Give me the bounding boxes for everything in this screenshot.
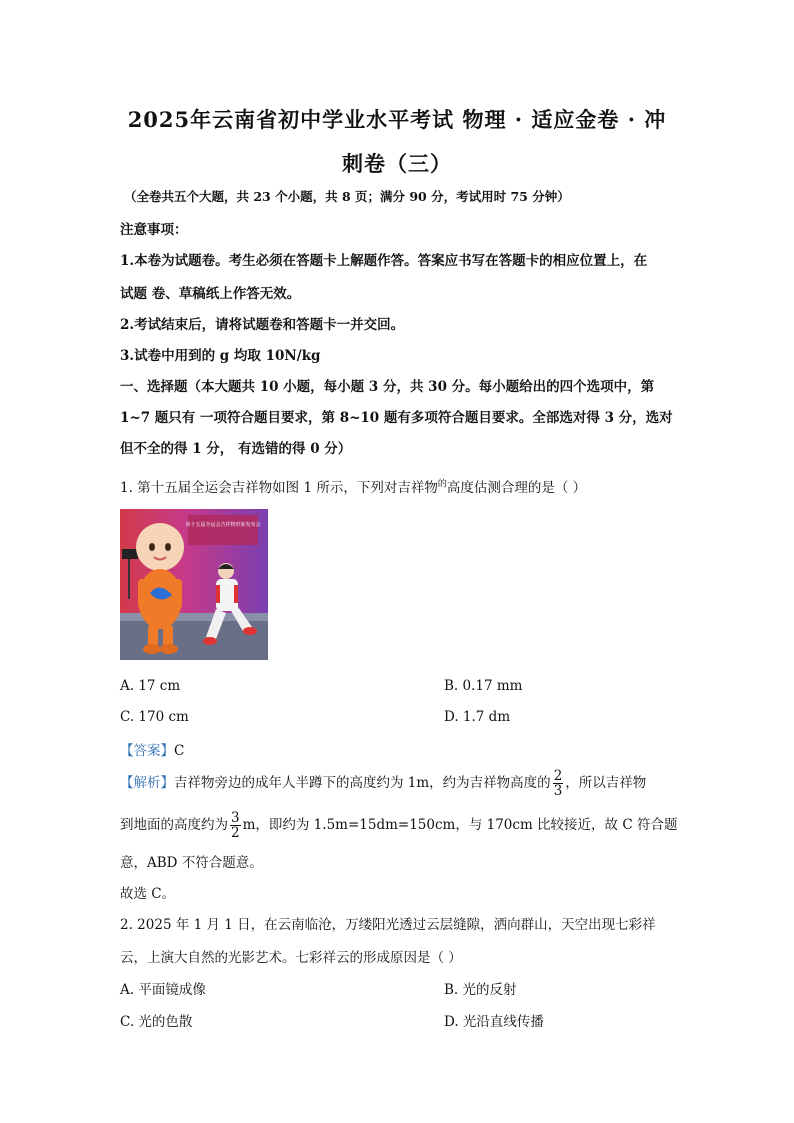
q1-option-b: B. 0.17 mm [444,678,523,694]
q1-option-c: C. 170 cm [120,709,189,725]
answer-tag: 【答案】 [120,743,174,759]
q1-answer [120,739,680,759]
q1-analysis-line-3: 意，ABD 不符合题意。 [120,855,263,871]
note-item-2: 2.考试结束后，请将试题卷和答题卡一并交回。 [120,317,405,333]
note-item-1a: 1.本卷为试题卷。考生必须在答题卡上解题作答。答案应书写在答题卡的相应位置上，在 [120,253,648,269]
analysis-text-a: 吉祥物旁边的成年人半蹲下的高度约为 1m，约为吉祥物高度的 [174,775,551,791]
section-1-line-1: 一、选择题（本大题共 10 小题，每小题 3 分，共 30 分。每小题给出的四个选项中，第 [120,379,655,395]
q1-analysis-line-2 [120,807,680,843]
section-1-line-2: 1~7 题只有 一项符合题目要求，第 8~10 题有多项符合题目要求。全部选对得 3 分，选对 [120,410,673,426]
answer-value: C [174,743,185,759]
analysis-tag: 【解析】 [120,775,174,791]
frac1-denominator: 3 [553,783,563,799]
analysis-text-c: 到地面的高度约为 [120,817,228,833]
notes-heading: 注意事项： [120,222,188,238]
q1-option-d: D. 1.7 dm [444,709,511,725]
fraction-two-thirds [553,769,564,798]
analysis-text-d: m，即约为 1.5m=15dm=150cm，与 170cm 比较接近，故 C 符合题 [242,817,678,833]
note-item-3: 3.试卷中用到的 g 均取 10N/kg [120,348,321,364]
q2-stem-line-2: 云，上演大自然的光影艺术。七彩祥云的形成原因是（ ） [120,950,462,966]
q1-stem-b: 高度估测合理的是（ ） [446,480,587,496]
stage-sign-text: 第十五届全运会吉祥物形象发布会 [185,522,261,528]
analysis-text-b: ，所以吉祥物 [565,775,647,791]
q2-option-d: D. 光沿直线传播 [444,1014,544,1030]
frac2-numerator: 3 [231,809,240,826]
q2-option-b: B. 光的反射 [444,982,517,998]
q1-stem-sup: 的 [437,479,447,490]
q1-conclusion: 故选 C。 [120,886,176,902]
q2-option-a: A. 平面镜成像 [120,982,206,998]
q1-stem [120,476,680,496]
note-item-1b: 试题 卷、草稿纸上作答无效。 [120,286,301,302]
frac2-denominator: 2 [231,825,240,841]
section-1-line-3: 但不全的得 1 分， 有选错的得 0 分） [120,441,352,457]
fraction-three-halves [230,811,241,840]
exam-title-line-2: 刺卷（三） [342,151,452,176]
q2-option-c: C. 光的色散 [120,1014,193,1030]
exam-info: （全卷共五个大题，共 23 个小题，共 8 页；满分 90 分，考试用时 75 分钟） [124,189,570,204]
frac1-numerator: 2 [553,767,563,784]
mascot-photo [120,509,268,660]
q2-stem-line-1: 2. 2025 年 1 月 1 日，在云南临沧，万缕阳光透过云层缝隙，洒向群山，天空出现七彩祥 [120,917,656,933]
exam-title-line-1: 2025年云南省初中学业水平考试 物理 · 适应金卷 · 冲 [127,107,667,132]
q1-analysis-line-1 [120,765,680,801]
q1-option-a: A. 17 cm [120,678,181,694]
q1-stem-a: 1. 第十五届全运会吉祥物如图 1 所示，下列对吉祥物 [120,480,438,496]
